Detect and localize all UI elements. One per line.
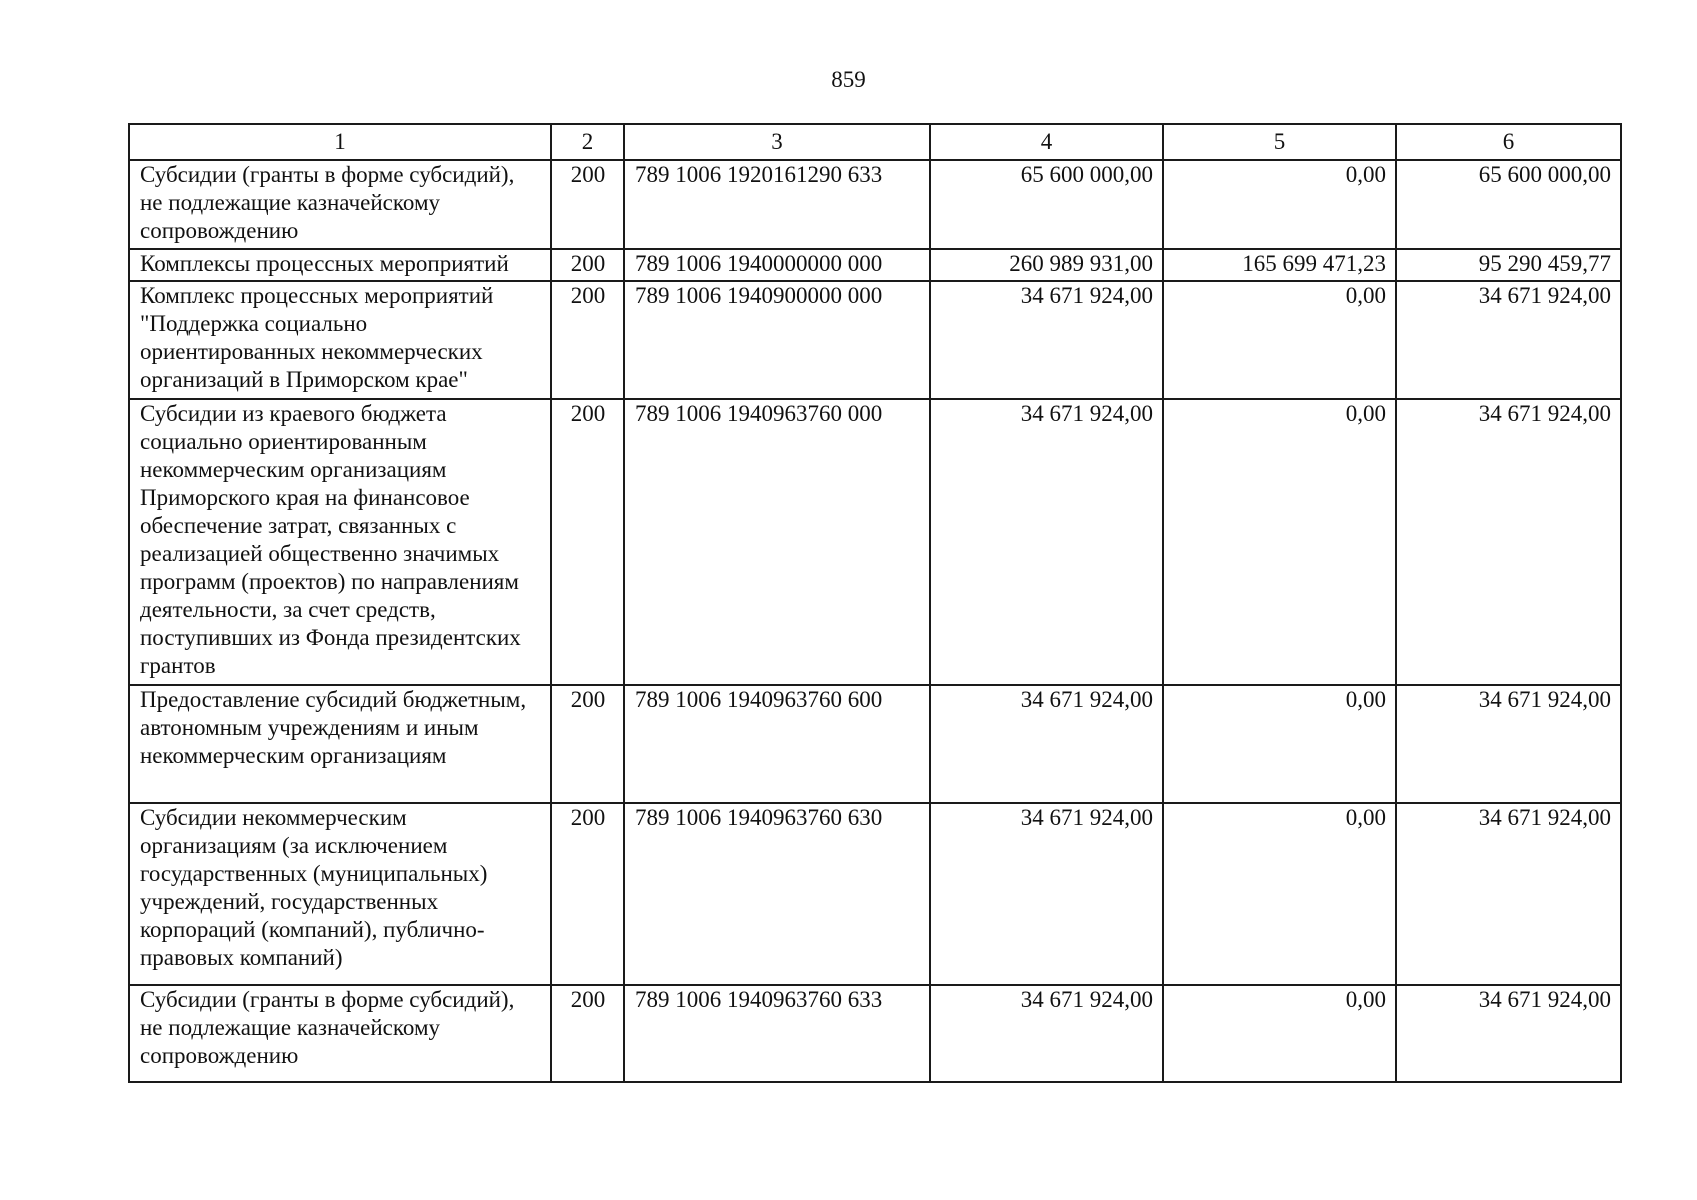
row-amount-5: 0,00 bbox=[1163, 985, 1396, 1082]
column-header: 1 bbox=[129, 124, 551, 160]
column-header: 4 bbox=[930, 124, 1163, 160]
row-amount-6: 34 671 924,00 bbox=[1396, 985, 1621, 1082]
table-row bbox=[129, 803, 1621, 985]
row-amount-5: 165 699 471,23 bbox=[1163, 249, 1396, 281]
row-group: 200 bbox=[551, 399, 624, 685]
row-group: 200 bbox=[551, 803, 624, 985]
row-amount-5: 0,00 bbox=[1163, 685, 1396, 803]
row-name: Субсидии (гранты в форме субсидий), не подлежащие казначейскому сопровождению bbox=[129, 160, 551, 249]
row-amount-6: 34 671 924,00 bbox=[1396, 281, 1621, 399]
row-group: 200 bbox=[551, 249, 624, 281]
table-row bbox=[129, 281, 1621, 399]
row-amount-4: 65 600 000,00 bbox=[930, 160, 1163, 249]
row-code: 789 1006 1940963760 630 bbox=[624, 803, 930, 985]
row-name: Комплексы процессных мероприятий bbox=[129, 249, 551, 281]
row-name: Субсидии (гранты в форме субсидий), не подлежащие казначейскому сопровождению bbox=[129, 985, 551, 1082]
table-row bbox=[129, 685, 1621, 803]
table-row bbox=[129, 399, 1621, 685]
row-amount-4: 34 671 924,00 bbox=[930, 281, 1163, 399]
row-code: 789 1006 1940963760 000 bbox=[624, 399, 930, 685]
table-header-row bbox=[129, 124, 1621, 160]
row-amount-4: 34 671 924,00 bbox=[930, 685, 1163, 803]
row-amount-5: 0,00 bbox=[1163, 399, 1396, 685]
column-header: 3 bbox=[624, 124, 930, 160]
row-amount-4: 34 671 924,00 bbox=[930, 399, 1163, 685]
row-amount-4: 34 671 924,00 bbox=[930, 985, 1163, 1082]
row-code: 789 1006 1940900000 000 bbox=[624, 281, 930, 399]
budget-table bbox=[128, 123, 1622, 1083]
row-amount-5: 0,00 bbox=[1163, 160, 1396, 249]
row-amount-4: 260 989 931,00 bbox=[930, 249, 1163, 281]
row-amount-6: 65 600 000,00 bbox=[1396, 160, 1621, 249]
column-header: 5 bbox=[1163, 124, 1396, 160]
column-header: 2 bbox=[551, 124, 624, 160]
row-name: Предоставление субсидий бюджетным, автономным учреждениям и иным некоммерческим организациям bbox=[129, 685, 551, 803]
row-amount-6: 34 671 924,00 bbox=[1396, 685, 1621, 803]
row-amount-6: 34 671 924,00 bbox=[1396, 399, 1621, 685]
row-code: 789 1006 1940000000 000 bbox=[624, 249, 930, 281]
row-amount-5: 0,00 bbox=[1163, 803, 1396, 985]
table-row bbox=[129, 985, 1621, 1082]
row-group: 200 bbox=[551, 281, 624, 399]
column-header: 6 bbox=[1396, 124, 1621, 160]
row-amount-6: 34 671 924,00 bbox=[1396, 803, 1621, 985]
row-amount-4: 34 671 924,00 bbox=[930, 803, 1163, 985]
page-number: 859 bbox=[831, 67, 866, 92]
row-amount-5: 0,00 bbox=[1163, 281, 1396, 399]
table-row bbox=[129, 160, 1621, 249]
row-group: 200 bbox=[551, 985, 624, 1082]
row-name: Субсидии из краевого бюджета социально ориентированным некоммерческим организациям Приморского края на финансовое обеспечение затрат, связанных с реализацией общественно значимых программ (проектов) по направлениям деятельности, за счет средств, поступивших из Фонда президентских грантов bbox=[129, 399, 551, 685]
row-group: 200 bbox=[551, 685, 624, 803]
row-name: Субсидии некоммерческим организациям (за исключением государственных (муниципальных) учреждений, государственных корпораций (компаний), публично-правовых компаний) bbox=[129, 803, 551, 985]
row-code: 789 1006 1920161290 633 bbox=[624, 160, 930, 249]
table-row bbox=[129, 249, 1621, 281]
row-code: 789 1006 1940963760 600 bbox=[624, 685, 930, 803]
row-code: 789 1006 1940963760 633 bbox=[624, 985, 930, 1082]
row-group: 200 bbox=[551, 160, 624, 249]
row-name: Комплекс процессных мероприятий "Поддержка социально ориентированных некоммерческих организаций в Приморском крае" bbox=[129, 281, 551, 399]
row-amount-6: 95 290 459,77 bbox=[1396, 249, 1621, 281]
